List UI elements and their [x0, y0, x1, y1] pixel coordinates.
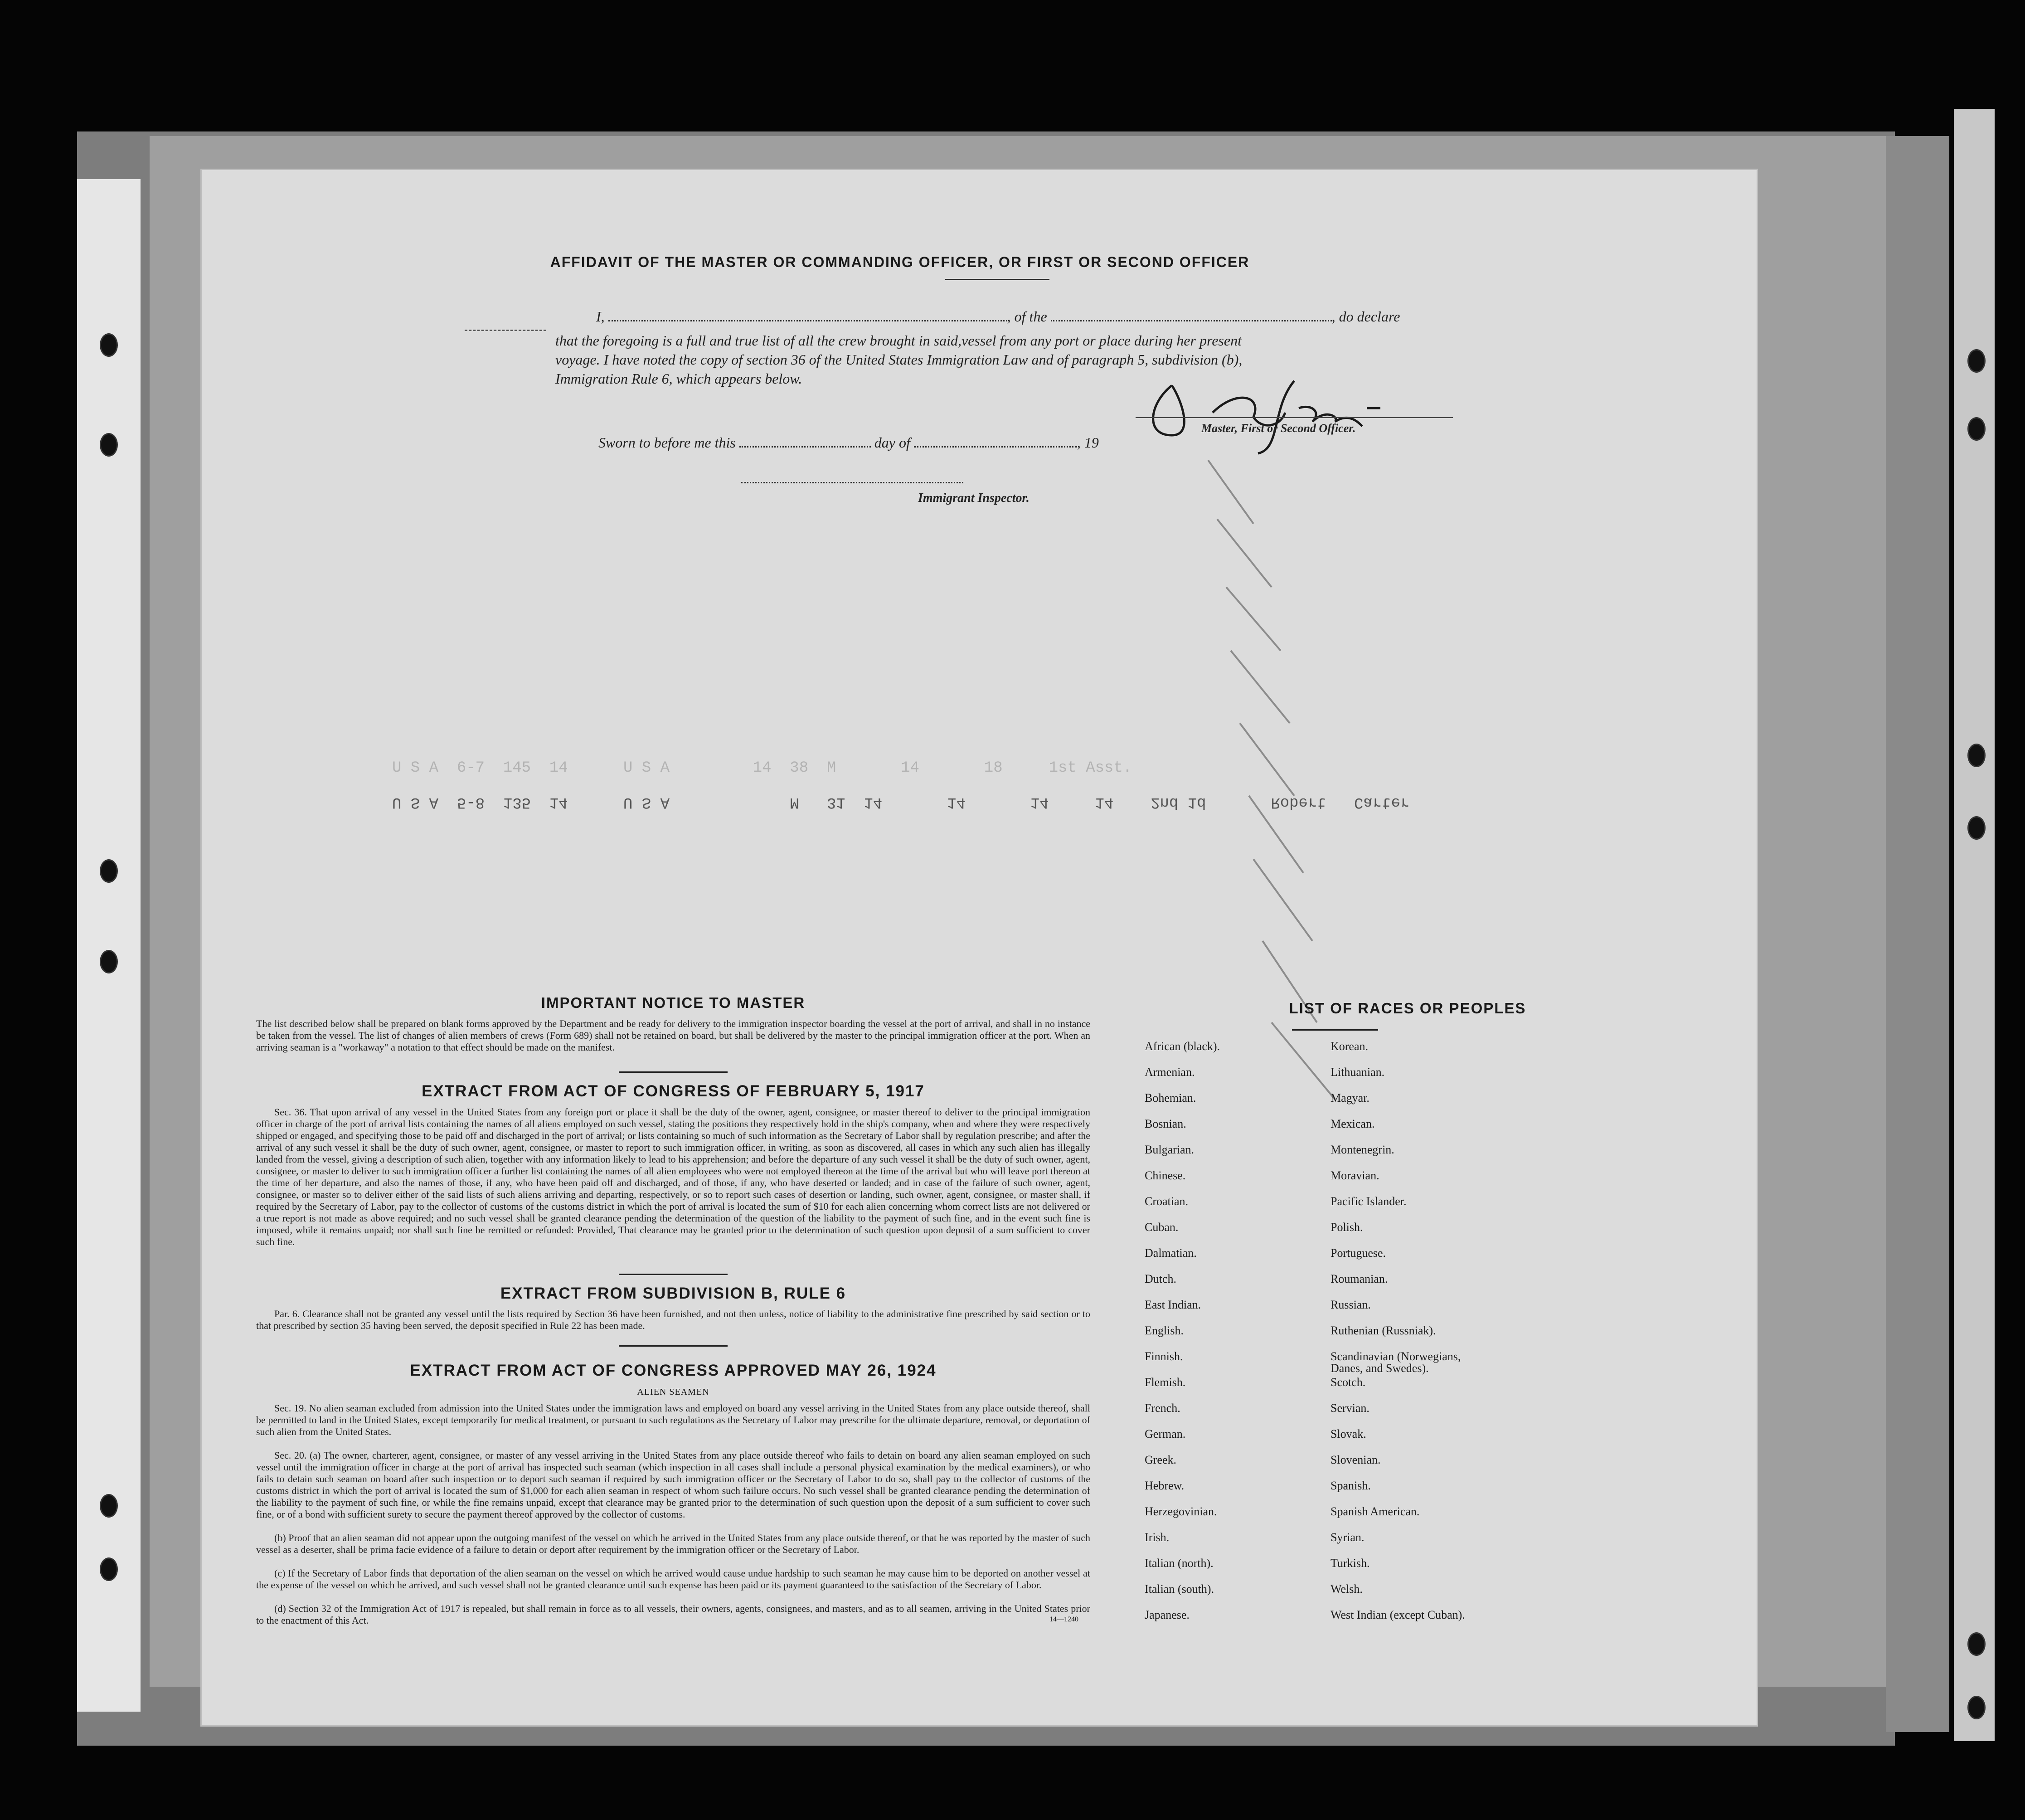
race-item: Scandinavian (Norwegians, Danes, and Swedes).: [1331, 1350, 1461, 1375]
race-item: Bosnian.: [1145, 1117, 1186, 1130]
ghost-cell: U S A: [623, 793, 670, 811]
race-item: Finnish.: [1145, 1350, 1183, 1363]
inspector-blank: [741, 482, 963, 483]
ghost-cell: 14: [1095, 793, 1114, 811]
ghost-row-mirrored: [392, 793, 568, 811]
ghost-cell: M: [826, 759, 836, 777]
race-item: German.: [1145, 1427, 1186, 1440]
signature-rule: [1136, 417, 1453, 418]
ghost-cell: 14: [753, 759, 772, 777]
ghost-cell: M: [790, 793, 799, 811]
race-item: Turkish.: [1331, 1557, 1370, 1570]
ghost-cell: 145: [503, 759, 531, 777]
ghost-cell: 38: [790, 759, 809, 777]
sec-20b-body: (b) Proof that an alien seaman did not appear upon the outgoing manifest of the vessel on which he arrived in the United States from any place outside thereof, or that he was reported by the master of such vessel as a deserter, shall be prima facie evidence of a failure to detain or deport after requirement by the immigration officer or the Secretary of Labor.: [256, 1532, 1090, 1555]
race-item: Mexican.: [1331, 1117, 1375, 1130]
sec-20c-body: (c) If the Secretary of Labor finds that deportation of the alien seaman on the vessel on which he arrived would cause undue hardship to such seaman he may cause him to be deported on another vessel at the expense of the vessel on which he arrived, and such vessel shall not be granted clearance until such expense has been paid or its payment guaranteed to the satisfaction of the Secretary of Labor.: [256, 1567, 1090, 1591]
race-item: Italian (south).: [1145, 1582, 1214, 1596]
race-item: Croatian.: [1145, 1195, 1189, 1208]
race-item: Ruthenian (Russniak).: [1331, 1324, 1436, 1337]
form-number: 14—1240: [1049, 1616, 1078, 1623]
affidavit-line-1: [596, 308, 1400, 325]
race-item: Slovenian.: [1331, 1453, 1381, 1466]
race-item: Greek.: [1145, 1453, 1177, 1466]
race-item: African (black).: [1145, 1040, 1220, 1053]
punch-hole: [1967, 1632, 1986, 1656]
punch-hole: [100, 433, 118, 457]
ghost-cell: 2nd 1d: [1151, 793, 1206, 811]
ghost-cell: 18: [984, 759, 1003, 777]
race-item: Spanish.: [1331, 1479, 1371, 1492]
extract-rule6-body: Par. 6. Clearance shall not be granted any vessel until the lists required by Section 36 have been furnished, and not then unless, notice of liability to the administrative fine prescribed by said section or to that prescribed by section 35 having been served, the deposit specified in Rule 22 has been made.: [256, 1308, 1090, 1331]
day-of-label: day of: [874, 434, 910, 451]
left-binding-strip: [77, 179, 141, 1712]
punch-hole: [1967, 349, 1986, 373]
punch-hole: [1967, 816, 1986, 840]
ghost-cell: Robert: [1271, 793, 1326, 811]
extract-1917-title: EXTRACT FROM ACT OF CONGRESS OF FEBRUARY 5, 1917: [422, 1082, 925, 1100]
race-item: Moravian.: [1331, 1169, 1379, 1182]
ghost-cell: 14: [864, 793, 883, 811]
ghost-cell: 14: [901, 759, 919, 777]
section-rule: [619, 1071, 728, 1073]
extract-rule6-title: EXTRACT FROM SUBDIVISION B, RULE 6: [500, 1285, 846, 1302]
race-item: Lithuanian.: [1331, 1066, 1385, 1079]
race-item: Dalmatian.: [1145, 1246, 1197, 1260]
race-item: French.: [1145, 1401, 1180, 1415]
ghost-cell: 14: [947, 793, 966, 811]
ghost-cell: 6-7: [456, 759, 485, 777]
notice-body: The list described below shall be prepared on blank forms approved by the Department and be ready for delivery to the immigration inspector boarding the vessel at the port of arrival, and shall in no instance be taken from the vessel. The list of changes of alien members of crews (Form 689) shall not be retained on board, but shall be delivered by the master to the principal immigration officer at the port. When an arriving seaman is a "workaway" a notation to that effect should be made on the manifest.: [256, 1018, 1090, 1053]
punch-hole: [1967, 744, 1986, 767]
punch-hole: [100, 859, 118, 883]
races-rule: [1292, 1029, 1378, 1031]
ghost-cell: 14: [549, 759, 568, 777]
race-item: Magyar.: [1331, 1091, 1369, 1105]
race-item: English.: [1145, 1324, 1184, 1337]
punch-hole: [100, 950, 118, 973]
race-item: Slovak.: [1331, 1427, 1366, 1440]
affidavit-i-label: I,: [596, 308, 605, 325]
ghost-cell: Carter: [1354, 793, 1410, 811]
punch-hole: [1967, 417, 1986, 441]
ghost-cell: 31: [826, 793, 845, 811]
sworn-label: Sworn to before me this: [598, 434, 736, 451]
race-item: Herzegovinian.: [1145, 1505, 1217, 1518]
right-binding-strip: [1886, 136, 1949, 1732]
of-the-label: , of the: [1007, 308, 1047, 325]
race-item: Japanese.: [1145, 1608, 1190, 1621]
race-item: Chinese.: [1145, 1169, 1186, 1182]
year-label: , 19: [1077, 434, 1099, 451]
day-blank: [739, 436, 871, 448]
race-item: Dutch.: [1145, 1272, 1177, 1285]
race-item: East Indian.: [1145, 1298, 1201, 1311]
inspector-label: Immigrant Inspector.: [918, 491, 1029, 505]
ghost-cell: 1st Asst.: [1049, 759, 1132, 777]
affidavit-line-2: that the foregoing is a full and true list of all the crew brought in said,vessel from any port or place during her present: [555, 332, 1242, 349]
alien-seamen-subtitle: ALIEN SEAMEN: [637, 1387, 709, 1397]
vessel-blank: [1051, 310, 1332, 321]
affidavit-line-3: voyage. I have noted the copy of section 36 of the United States Immigration Law and of paragraph 5, subdivision (b),: [555, 351, 1243, 368]
ghost-cell: U S A: [392, 793, 439, 811]
ghost-row: [623, 759, 1132, 777]
race-item: Flemish.: [1145, 1376, 1186, 1389]
race-item: Korean.: [1331, 1040, 1369, 1053]
sec-20a-body: Sec. 20. (a) The owner, charterer, agent, consignee, or master of any vessel arriving in the United States from any place outside thereof who fails to detain on board any alien seaman employed on such vessel until the immigration officer in charge at the port of arrival has inspected such seaman (which inspection in all cases shall include a personal physical examination by the medical examiners), or who fails to detain such seaman on board after such inspection or to deport such seaman if required by such immigration officer or the Secretary of Labor to do so, shall pay to the collector of customs of the customs district in which the port of arrival is located the sum of $1,000 for each alien seaman in respect of whom such failure occurs. No such vessel shall be granted clearance pending the determination of the liability to the payment of such fine, or while the fine remains unpaid, except that clearance may be granted prior to the determination of such question upon the deposit of a sum sufficient to cover such fine, or of a bond with sufficient surety to secure the payment thereof approved by the collector of customs.: [256, 1450, 1090, 1520]
race-item: Roumanian.: [1331, 1272, 1388, 1285]
affidavit-title: AFFIDAVIT OF THE MASTER OR COMMANDING OFFICER, OR FIRST OR SECOND OFFICER: [550, 254, 1250, 270]
race-item: Pacific Islander.: [1331, 1195, 1407, 1208]
do-declare-label: , do declare: [1331, 308, 1400, 325]
document-page: [202, 170, 1757, 1725]
ghost-cell: 14: [1030, 793, 1049, 811]
title-rule: [945, 279, 1049, 280]
race-item: Scotch.: [1331, 1376, 1366, 1389]
month-blank: [914, 436, 1077, 448]
ghost-cell: 14: [549, 793, 568, 811]
race-item: Welsh.: [1331, 1582, 1363, 1596]
race-item: Polish.: [1331, 1221, 1363, 1234]
punch-hole: [1967, 1696, 1986, 1719]
notice-title: IMPORTANT NOTICE TO MASTER: [541, 994, 806, 1011]
punch-hole: [100, 1557, 118, 1581]
punch-hole: [100, 333, 118, 357]
race-item: Servian.: [1331, 1401, 1369, 1415]
extract-1917-body: Sec. 36. That upon arrival of any vessel in the United States from any foreign port or place it shall be the duty of the owner, agent, consignee, or master thereof to deliver to the principal immigration officer in charge of the port of arrival lists containing the names of all aliens employed on such vessel, stating the positions they respectively hold in the ship's company, when and where they were respectively shipped or engaged, and specifying those to be paid off and discharged in the port of arrival; or lists containing so much of such information as the Secretary of Labor shall by regulation prescribe; and after the arrival of any such vessel it shall be the duty of such owner, agent, consignee, or master to report to such immigration officer, in writing, as soon as discovered, all cases in which any such alien has illegally landed from the vessel, giving a description of such alien, together with any information likely to lead to his apprehension; and before the departure of any such vessel it shall be the duty of such owner, agent, consignee, or master to deliver to such immigration officer a further list containing the names of all alien employees who were not employed thereon at the time of the arrival but who will leave port thereon at the time of her departure, and also the names of those, if any, who have been paid off and discharged, and of those, if any, who have deserted or landed; and in case of the failure of such owner, agent, consignee, or master so to deliver either of the said lists of such aliens arriving and departing, respectively, or so to report such cases of desertion or landing, such owner, agent, consignee, or master shall, if required by the Secretary of Labor, pay to the collector of customs of the customs district in which the port of arrival is located the sum of $10 for each alien concerning whom correct lists are not delivered or a true report is not made as above required; and no such vessel shall be granted clearance pending the determination of the question of the liability to the payment of such fine, and in the event such fine is imposed, while it remains unpaid; nor shall such fine be remitted or refunded: Provided, That clearance may be granted prior to the determination of such question upon deposit of a sum sufficient to cover such fine.: [256, 1106, 1090, 1247]
race-item: Russian.: [1331, 1298, 1371, 1311]
race-item: Spanish American.: [1331, 1505, 1420, 1518]
sec-19-body: Sec. 19. No alien seaman excluded from admission into the United States under the immigration laws and employed on board any vessel arriving in the United States from any place outside thereof, shall be permitted to land in the United States, except temporarily for medical treatment, or pursuant to such regulations as the Secretary of Labor may prescribe for the ultimate departure, removal, or deportation of such alien from the United States.: [256, 1402, 1090, 1437]
ghost-cell: 135: [503, 793, 531, 811]
race-item: Montenegrin.: [1331, 1143, 1394, 1156]
affidavit-line-4: Immigration Rule 6, which appears below.: [555, 370, 802, 387]
section-rule: [619, 1345, 728, 1347]
race-item: West Indian (except Cuban).: [1331, 1608, 1465, 1621]
race-item: Armenian.: [1145, 1066, 1195, 1079]
sworn-line: [598, 434, 1099, 451]
race-item: Hebrew.: [1145, 1479, 1185, 1492]
ghost-cell: 5-8: [456, 793, 485, 811]
race-item: Portuguese.: [1331, 1246, 1386, 1260]
race-item: Italian (north).: [1145, 1557, 1214, 1570]
right-edge-strip: [1954, 109, 1995, 1741]
signature-caption: Master, First or Second Officer.: [1201, 422, 1356, 435]
race-item: Cuban.: [1145, 1221, 1179, 1234]
race-item: Irish.: [1145, 1531, 1170, 1544]
name-blank: [608, 310, 1007, 321]
sec-20d-body: (d) Section 32 of the Immigration Act of 1917 is repealed, but shall remain in force as to all vessels, their owners, agents, consignees, and masters, and as to all seamen, arriving in the United States prior to the enactment of this Act.: [256, 1603, 1090, 1626]
punch-hole: [100, 1494, 118, 1518]
ghost-row: [392, 759, 568, 777]
race-item: Bohemian.: [1145, 1091, 1196, 1105]
race-item: Syrian.: [1331, 1531, 1365, 1544]
extract-1924-title: EXTRACT FROM ACT OF CONGRESS APPROVED MAY 26, 1924: [410, 1362, 937, 1379]
ghost-cell: U S A: [392, 759, 439, 777]
race-item: Bulgarian.: [1145, 1143, 1195, 1156]
races-title: LIST OF RACES OR PEOPLES: [1289, 1000, 1526, 1017]
section-rule: [619, 1274, 728, 1275]
ghost-cell: U S A: [623, 759, 670, 777]
margin-dash: [465, 330, 546, 331]
